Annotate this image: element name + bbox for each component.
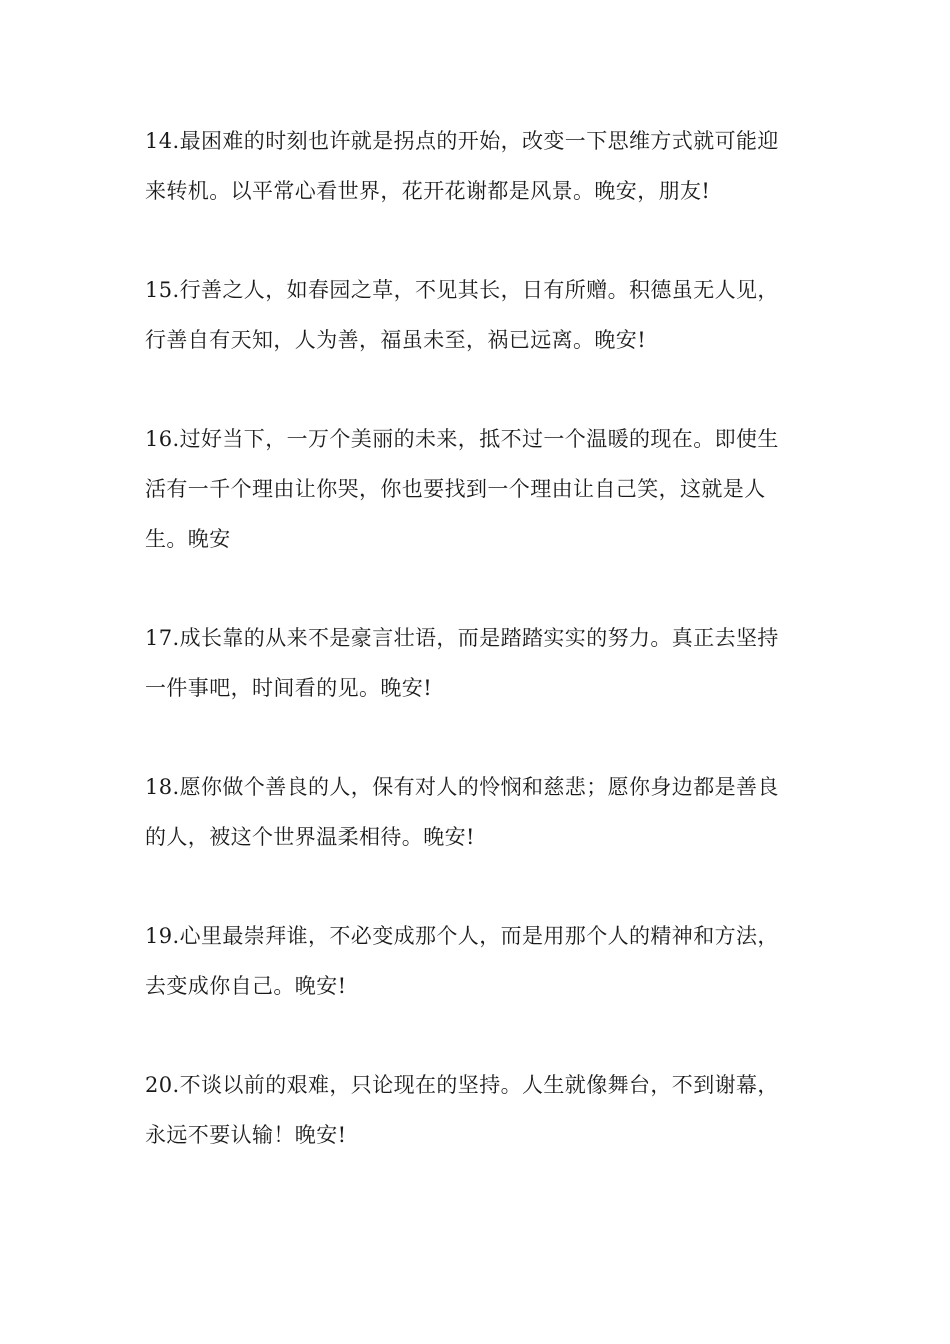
quote-line: 永远不要认输！晚安! — [145, 1123, 347, 1147]
quote-line: 18.愿你做个善良的人，保有对人的怜悯和慈悲；愿你身边都是善良 — [145, 775, 779, 799]
quote-line: 16.过好当下，一万个美丽的未来，抵不过一个温暖的现在。即使生 — [145, 427, 779, 451]
quote-line: 一件事吧，时间看的见。晚安! — [145, 676, 433, 700]
quote-line: 15.行善之人，如春园之草，不见其长，日有所赠。积德虽无人见， — [145, 278, 779, 302]
quote-line: 20.不谈以前的艰难，只论现在的坚持。人生就像舞台，不到谢幕， — [145, 1073, 779, 1097]
quote-line: 的人，被这个世界温柔相待。晚安! — [145, 825, 475, 849]
quote-line: 去变成你自己。晚安! — [145, 974, 347, 998]
quote-entry-14 — [145, 116, 810, 216]
quote-entry-19 — [145, 911, 810, 1011]
quote-list — [145, 116, 810, 1209]
quote-line: 活有一千个理由让你哭，你也要找到一个理由让自己笑，这就是人 — [145, 477, 766, 501]
quote-entry-18 — [145, 762, 810, 862]
quote-line: 17.成长靠的从来不是豪言壮语，而是踏踏实实的努力。真正去坚持 — [145, 626, 779, 650]
quote-line: 来转机。以平常心看世界，花开花谢都是风景。晚安，朋友! — [145, 179, 711, 203]
quote-line: 14.最困难的时刻也许就是拐点的开始，改变一下思维方式就可能迎 — [145, 129, 779, 153]
quote-entry-16 — [145, 414, 810, 564]
quote-entry-20 — [145, 1060, 810, 1160]
quote-line: 生。晚安 — [145, 527, 231, 551]
quote-entry-17 — [145, 613, 810, 713]
quote-line: 19.心里最崇拜谁，不必变成那个人，而是用那个人的精神和方法， — [145, 924, 779, 948]
quote-entry-15 — [145, 265, 810, 365]
quote-line: 行善自有天知，人为善，福虽未至，祸已远离。晚安! — [145, 328, 647, 352]
